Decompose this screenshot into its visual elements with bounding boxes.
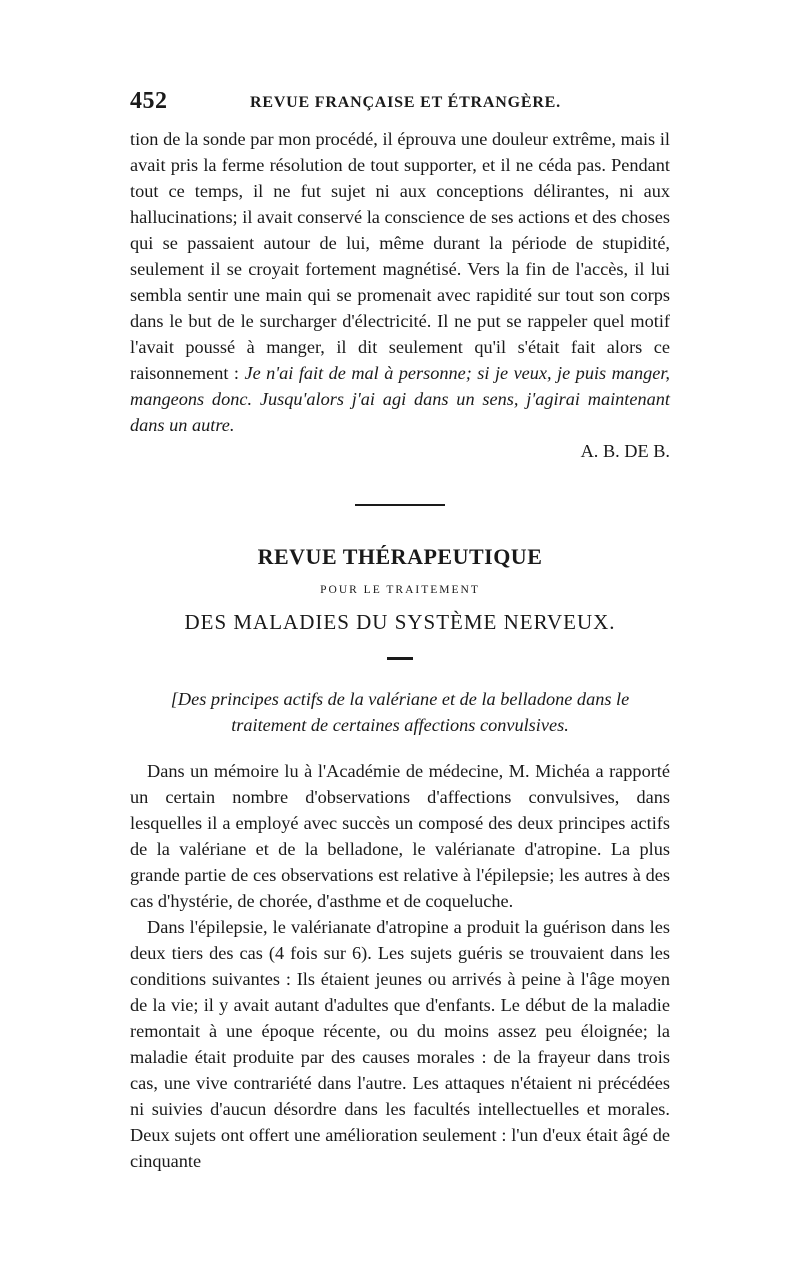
previous-article-text: tion de la sonde par mon procédé, il éprouva une douleur extrême, mais il avait pris la ferme résolution de tout supporter, et il ne céda pas. Pendant tout ce temps, il ne fut sujet ni aux conceptions délirantes, ni aux hallucinations; il avait conservé la conscience de ses actions et des choses qui se passaient autour de lui, même durant la période de stupidité, seulement il se croyait fortement magnétisé. Vers la fin de l'accès, il lui sembla sentir une main qui se promenait avec rapidité sur tout son corps dans le but de le surcharger d'électricité. Il ne put se rappeler quel motif l'avait poussé à manger, il dit seulement qu'il s'était fait alors ce raisonnement : [130, 129, 670, 383]
previous-article-paragraph [130, 126, 670, 464]
book-page [130, 88, 670, 1174]
article-body [130, 758, 670, 1174]
running-head: REVUE FRANÇAISE ET ÉTRANGÈRE. [250, 94, 561, 111]
author-signature: A. B. DE B. [580, 441, 670, 461]
page-number: 452 [130, 88, 168, 114]
article-title: [Des principes actifs de la valériane et de la belladone dans le traitement de certaines affections convulsives. [170, 689, 630, 735]
article-paragraph-1: Dans un mémoire lu à l'Académie de médecine, M. Michéa a rapporté un certain nombre d'observations d'affections convulsives, dans lesquelles il a employé avec succès un composé des deux principes actifs de la valériane et de la belladone, le valérianate d'atropine. La plus grande partie de ces observations est relative à l'épilepsie; les autres à des cas d'hystérie, de chorée, d'asthme et de coqueluche. [130, 761, 670, 911]
page-header [130, 88, 670, 124]
article-paragraph-2: Dans l'épilepsie, le valérianate d'atropine a produit la guérison dans les deux tiers des cas (4 fois sur 6). Les sujets guéris se trouvaient dans les conditions suivantes : Ils étaient jeunes ou arrivés à peine à l'âge moyen de la vie; il y avait autant d'adultes que d'enfants. Le début de la maladie remontait à une époque récente, ou du moins assez peu éloignée; la maladie était produite par des causes morales : de la frayeur dans trois cas, une vive contrariété dans l'autre. Les attaques n'étaient ni précédées ni suivies d'aucun désordre dans les facultés intellectuelles et morales. Deux sujets ont offert une amélioration seulement : l'un d'eux était âgé de cinquante [130, 917, 670, 1171]
section-subtitle: POUR LE TRAITEMENT [320, 584, 480, 596]
section-divider [355, 504, 445, 506]
quoted-reasoning: Je n'ai fait de mal à personne; si je veux, je puis manger, mangeons donc. Jusqu'alors j'ai agi dans un sens, j'agirai maintenant dans un autre. [130, 363, 670, 435]
section-title-secondary: DES MALADIES DU SYSTÈME NERVEUX. [184, 610, 616, 634]
title-divider [387, 657, 413, 660]
section-title: REVUE THÉRAPEUTIQUE [257, 544, 543, 569]
